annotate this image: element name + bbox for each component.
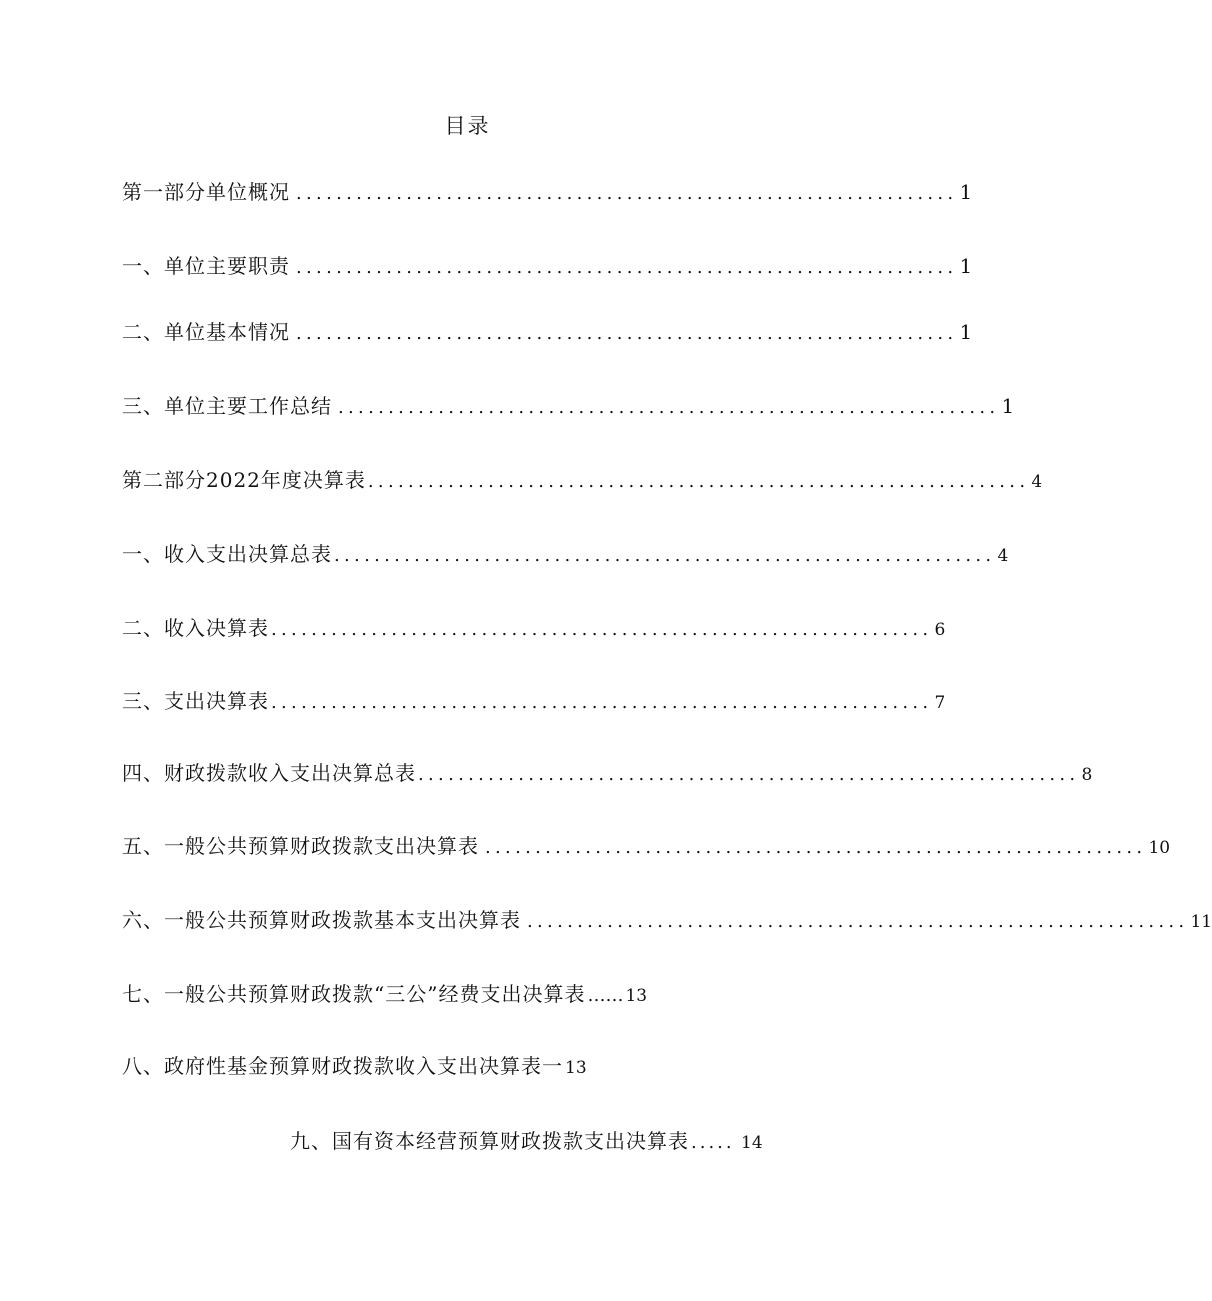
toc-entry-label: 四、财政拨款收入支出决算总表 bbox=[122, 761, 416, 785]
toc-entry-page: 4 bbox=[1031, 472, 1043, 492]
toc-entry-page: 13 bbox=[625, 986, 648, 1006]
toc-entry-label: 九、国有资本经营预算财政拨款支出决算表 bbox=[290, 1129, 689, 1153]
toc-entry-page: 14 bbox=[741, 1133, 763, 1153]
toc-entry-part2[interactable] bbox=[122, 464, 1043, 494]
toc-entry-1-2[interactable] bbox=[122, 316, 973, 346]
toc-entry-2-3[interactable] bbox=[122, 685, 946, 715]
toc-entry-part1[interactable] bbox=[122, 176, 973, 206]
toc-entry-2-5[interactable] bbox=[122, 830, 1171, 860]
toc-entry-page: 1 bbox=[959, 320, 973, 344]
toc-entry-1-3[interactable] bbox=[122, 390, 1015, 420]
toc-entry-label: 二、单位基本情况 bbox=[122, 320, 290, 344]
toc-entry-label: 三、支出决算表 bbox=[122, 689, 269, 713]
toc-entry-label: 八、政府性基金预算财政拨款收入支出决算表一 bbox=[122, 1054, 563, 1078]
toc-dot-leader: .................................................................. bbox=[418, 764, 1080, 785]
toc-entry-page: 10 bbox=[1148, 838, 1171, 858]
toc-entry-page: 4 bbox=[997, 546, 1009, 566]
toc-entry-page: 1 bbox=[959, 254, 973, 278]
toc-entry-page: 6 bbox=[934, 620, 946, 640]
toc-entry-2-1[interactable] bbox=[122, 538, 1009, 568]
toc-dot-leader: ..... bbox=[691, 1132, 735, 1153]
toc-dot-leader: .................................................................. bbox=[271, 619, 933, 640]
toc-entry-2-6[interactable] bbox=[122, 904, 1212, 934]
toc-entry-label: 第一部分单位概况 bbox=[122, 180, 290, 204]
toc-dot-leader: .................................................................. bbox=[334, 545, 996, 566]
toc-entry-page: 11 bbox=[1190, 912, 1212, 932]
toc-entry-2-9[interactable] bbox=[290, 1125, 812, 1155]
toc-entry-page: 1 bbox=[959, 180, 973, 204]
toc-dot-leader: .................................................................. bbox=[527, 911, 1189, 932]
toc-entry-label: 三、单位主要工作总结 bbox=[122, 394, 332, 418]
toc-entry-ellipsis: …… bbox=[587, 985, 624, 1006]
toc-entry-label: 六、一般公共预算财政拨款基本支出决算表 bbox=[122, 908, 521, 932]
toc-dot-leader: .................................................................. bbox=[485, 837, 1147, 858]
toc-entry-label: 七、一般公共预算财政拨款“三公”经费支出决算表 bbox=[122, 982, 586, 1006]
toc-dot-leader: .................................................................. bbox=[296, 183, 958, 204]
toc-dot-leader: .................................................................. bbox=[338, 397, 1000, 418]
toc-entry-2-7[interactable] bbox=[122, 978, 647, 1008]
toc-entry-2-8[interactable] bbox=[122, 1050, 587, 1080]
toc-entry-page: 1 bbox=[1001, 394, 1015, 418]
toc-entry-2-4[interactable] bbox=[122, 757, 1093, 787]
toc-entry-page: 8 bbox=[1081, 765, 1093, 785]
toc-entry-label: 五、一般公共预算财政拨款支出决算表 bbox=[122, 834, 479, 858]
toc-entry-label: 二、收入决算表 bbox=[122, 616, 269, 640]
toc-title: 目录 bbox=[444, 114, 491, 138]
toc-entry-page: 7 bbox=[934, 693, 946, 713]
toc-entry-page: 13 bbox=[565, 1058, 587, 1078]
toc-entry-2-2[interactable] bbox=[122, 612, 946, 642]
toc-dot-leader: .................................................................. bbox=[367, 471, 1030, 492]
toc-dot-leader: .................................................................. bbox=[271, 692, 933, 713]
toc-dot-leader: .................................................................. bbox=[296, 323, 958, 344]
toc-entry-label: 一、收入支出决算总表 bbox=[122, 542, 332, 566]
toc-entry-label: 一、单位主要职责 bbox=[122, 254, 290, 278]
toc-dot-leader: .................................................................. bbox=[296, 257, 958, 278]
toc-entry-label: 第二部分2022年度决算表 bbox=[122, 468, 366, 492]
toc-entry-1-1[interactable] bbox=[122, 250, 973, 280]
